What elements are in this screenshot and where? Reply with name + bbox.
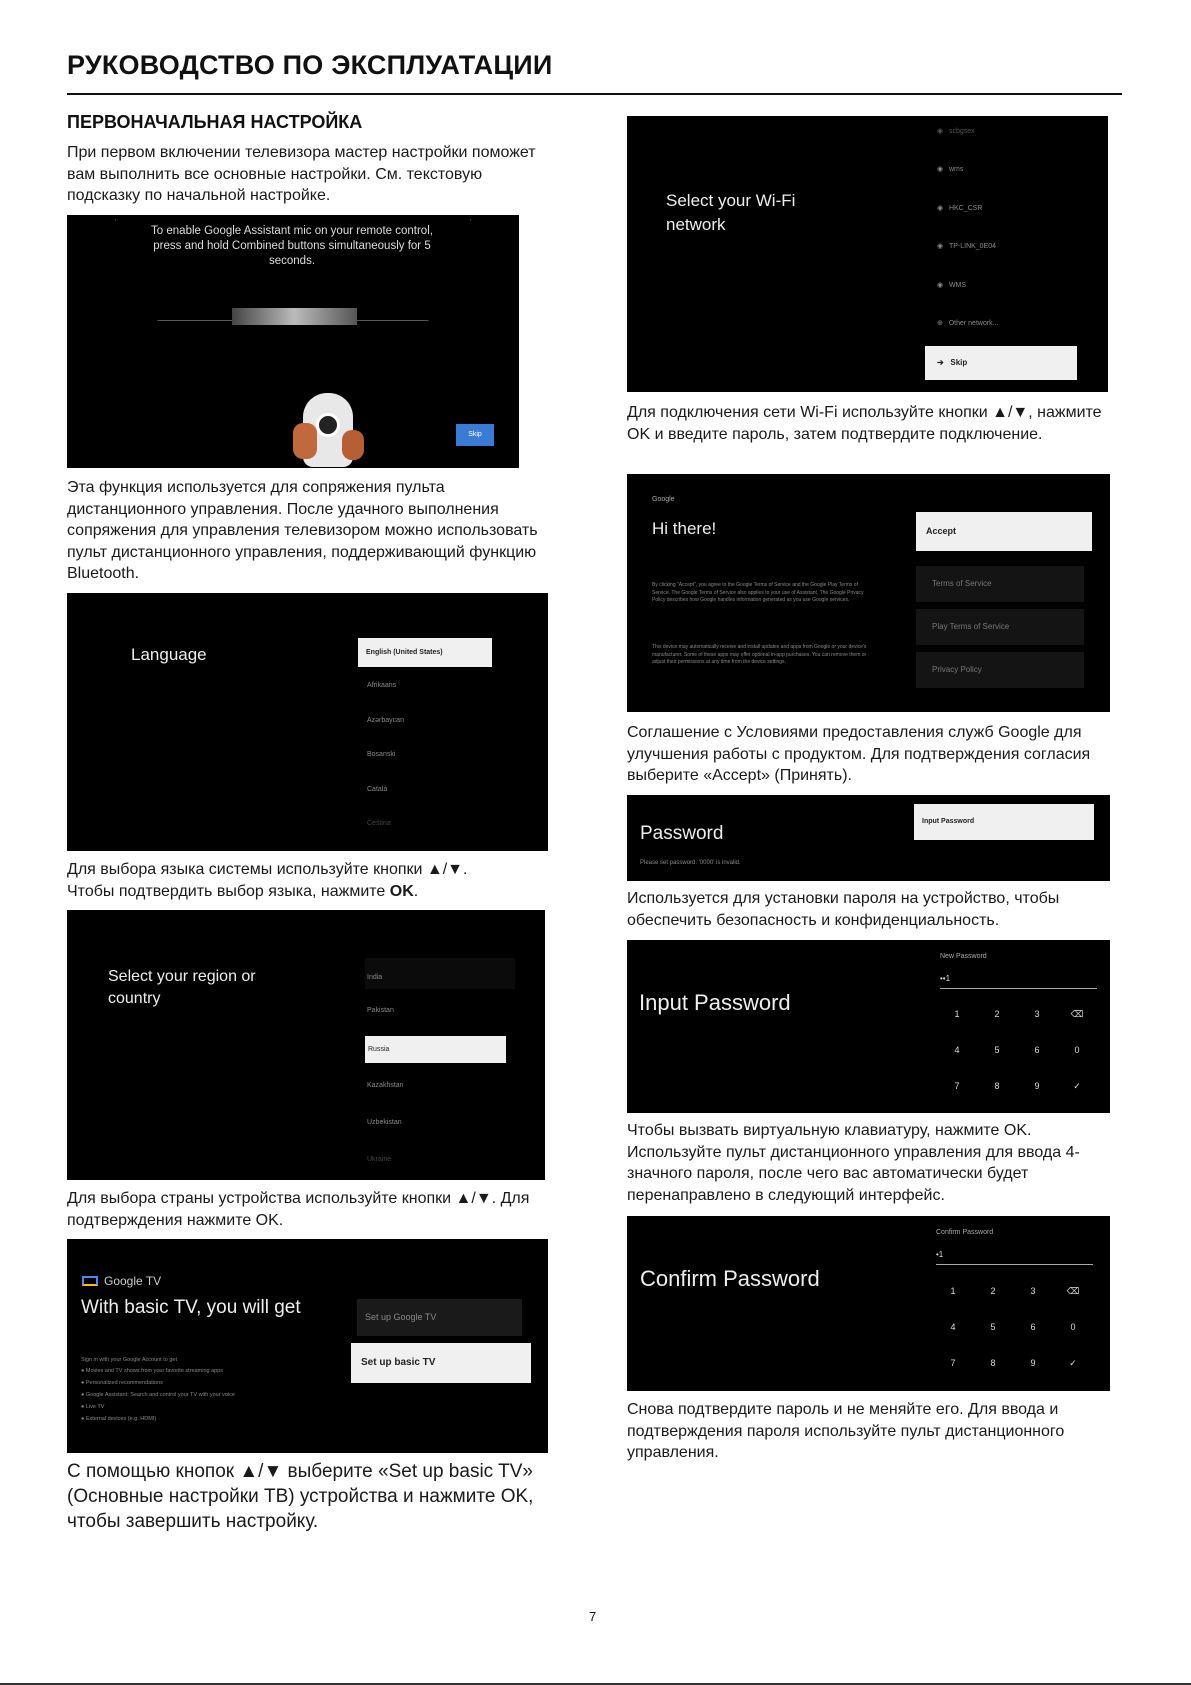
confirm-password-screen (627, 1216, 1110, 1391)
keypad-key[interactable]: 9 (1030, 1358, 1036, 1368)
keypad-key[interactable]: 7 (954, 1081, 960, 1091)
wifi-network[interactable] (937, 242, 996, 250)
confirm-password-title: Confirm Password (640, 1266, 820, 1291)
accept-button[interactable]: Accept (916, 512, 1092, 551)
region-option[interactable]: Ukraine (367, 1156, 392, 1163)
assistant-screen (67, 215, 519, 468)
bullet-text: Google Assistant: Search and control your TV with your voice (85, 1392, 235, 1398)
language-option[interactable]: Azərbaycan (367, 717, 404, 724)
language-option[interactable]: Čeština (367, 820, 391, 827)
lock-icon: ◉ (937, 243, 949, 250)
basic-tv-title: With basic TV, you will get (81, 1297, 301, 1318)
backspace-icon[interactable]: ⌫ (1066, 1286, 1080, 1296)
other-network-label: Other network... (948, 320, 999, 327)
wifi-screen (627, 116, 1108, 392)
wifi-network[interactable] (937, 165, 963, 173)
wifi-skip-button[interactable] (925, 346, 1077, 380)
input-password-text: Чтобы вызвать виртуальную клавиатуру, нажмите OK. Используйте пульт дистанционного управления для ввода 4-значного пароля, после чего вас автоматически будет перенаправлено в следующий интерфейс. (627, 1122, 1080, 1204)
password-screen (627, 795, 1110, 881)
confirm-text: Снова подтвердите пароль и не меняйте его. Для ввода и подтверждения пароля используйте пульт дистанционного управления. (627, 1401, 1065, 1461)
language-text-2-span: Чтобы подтвердить выбор языка, нажмите (67, 883, 390, 900)
ok-bold: OK (389, 883, 414, 900)
bullet-text: Personalized recommendations (85, 1380, 163, 1386)
region-text: Для выбора страны устройства используйте кнопки ▲/▼. Для подтверждения нажмите OK. (67, 1190, 530, 1229)
keypad-key[interactable]: 1 (954, 1009, 960, 1019)
bullet-item: ● Google Assistant: Search and control your TV with your voice (81, 1392, 235, 1398)
password-note: Please set password. '0000' is invalid. (640, 860, 741, 866)
keypad-key[interactable]: 4 (950, 1322, 956, 1332)
bullet-text: Movies and TV shows from your favorite streaming apps (85, 1368, 224, 1374)
keypad-key[interactable]: 6 (1030, 1322, 1036, 1332)
language-option[interactable]: Bosanski (367, 751, 396, 758)
basic-tv-text: С помощью кнопок ▲/▼ выберите «Set up basic TV» (Основные настройки ТВ) устройства и нажмите OK, чтобы завершить настройку. (67, 1461, 534, 1532)
bullet-text: Live TV (85, 1404, 105, 1410)
plus-icon: ⊕ (937, 320, 949, 327)
google-tv-brand: Google TV (104, 1274, 162, 1288)
hand-icon-right (342, 430, 364, 460)
bullet-text: External devices (e.g. HDMI) (85, 1416, 157, 1422)
terms-of-service-button[interactable]: Terms of Service (916, 566, 1084, 602)
keypad-key[interactable]: 2 (990, 1286, 996, 1296)
page-number: 7 (589, 1609, 597, 1624)
region-option[interactable]: Pakistan (367, 1007, 394, 1014)
backspace-icon[interactable]: ⌫ (1070, 1009, 1084, 1019)
title-divider (67, 93, 1122, 95)
region-screen (67, 910, 545, 1180)
region-option-bg (365, 958, 515, 989)
keypad-key[interactable]: 0 (1074, 1045, 1080, 1055)
confirm-password-label: Confirm Password (936, 1229, 994, 1236)
pairing-text: Эта функция используется для сопряжения пульта дистанционного управления. После удачного выполнения сопряжения для управления телевизором можно использовать пульт дистанционного управления, поддерживающий функцию Bluetooth. (67, 479, 538, 582)
language-selected[interactable]: English (United States) (358, 638, 492, 667)
google-terms-screen (627, 474, 1110, 712)
skip-label: Skip (950, 358, 968, 367)
wifi-title: Select your Wi-Fi network (666, 191, 796, 234)
tv-stand (232, 308, 357, 325)
new-password-label: New Password (940, 953, 987, 960)
wifi-network[interactable] (937, 281, 966, 289)
remote-button-icon (316, 413, 340, 437)
hand-icon (293, 423, 317, 459)
google-brand: Google (652, 496, 675, 503)
play-terms-button[interactable]: Play Terms of Service (916, 609, 1084, 645)
bullet-item: ● Personalized recommendations (81, 1380, 163, 1386)
region-option[interactable]: Uzbekistan (367, 1119, 402, 1126)
check-icon[interactable]: ✓ (1069, 1358, 1077, 1368)
assistant-message: To enable Google Assistant mic on your remote control, press and hold Combined buttons simultaneously for 5 seconds. (151, 225, 433, 267)
arrow-right-icon: ➔ (937, 358, 951, 367)
password-title: Password (640, 823, 724, 844)
other-network[interactable] (937, 319, 999, 327)
wifi-network-name: WMS (948, 282, 967, 289)
wifi-icon: ◉ (937, 205, 949, 212)
basic-tv-subtitle: Sign in with your Google Account to get (81, 1357, 178, 1363)
confirm-password-value[interactable]: •1 (936, 1250, 944, 1259)
language-option[interactable]: Català (367, 786, 388, 793)
privacy-policy-button[interactable]: Privacy Policy (916, 652, 1084, 688)
wifi-network-name: TP-LINK_0E04 (948, 243, 997, 250)
page-title: РУКОВОДСТВО ПО ЭКСПЛУАТАЦИИ (67, 50, 553, 80)
wifi-network-name: HKC_CSR (948, 205, 983, 212)
setup-basic-tv-button[interactable]: Set up basic TV (351, 1343, 531, 1383)
keypad-key[interactable]: 8 (990, 1358, 996, 1368)
skip-button[interactable]: Skip (456, 424, 494, 446)
google-title: Hi there! (652, 519, 717, 538)
keypad-key[interactable]: 4 (954, 1045, 960, 1055)
region-selected[interactable]: Russia (365, 1036, 506, 1063)
region-title: Select your region or country (108, 968, 256, 1007)
keypad-key[interactable]: 6 (1034, 1045, 1040, 1055)
wifi-icon: ◉ (937, 282, 949, 289)
password-underline (936, 1264, 1093, 1265)
language-text-1: Для выбора языка системы используйте кнопки ▲/▼. (67, 861, 468, 878)
password-text: Используется для установки пароля на устройство, чтобы обеспечить безопасность и конфиденциальность. (627, 890, 1060, 929)
keypad-key[interactable]: 9 (1034, 1081, 1040, 1091)
bullet-item: ● External devices (e.g. HDMI) (81, 1416, 157, 1422)
google-legal-2: This device may automatically receive and install updates and apps from Google or your device's manufacturer. Some of these apps may offer optional in-app purchases. You can remove them or adjust their permissions at any time from the device settings. (652, 644, 867, 665)
wifi-text: Для подключения сети Wi-Fi используйте кнопки ▲/▼, нажмите OK и введите пароль, затем подтвердите подключение. (627, 404, 1102, 443)
keypad-key[interactable]: 3 (1030, 1286, 1036, 1296)
keypad-key[interactable]: 0 (1070, 1322, 1076, 1332)
keypad-key[interactable]: 2 (994, 1009, 1000, 1019)
google-legal-1: By clicking "Accept", you agree to the Google Terms of Service and the Google Play Terms of Service. The Google Terms of Service also applies to your use of Assistant. The Google Privacy Policy describes how Google handles information generated as you use Google services. (652, 582, 864, 603)
language-text-2: Чтобы подтвердить выбор языка, нажмите OK. (67, 883, 419, 900)
language-title: Language (131, 645, 207, 664)
wifi-icon: ◉ (937, 166, 949, 173)
keypad-key[interactable]: 1 (950, 1286, 956, 1296)
setup-google-tv-option[interactable]: Set up Google TV (357, 1299, 522, 1336)
wifi-network[interactable] (937, 127, 975, 135)
keypad-key[interactable]: 7 (950, 1358, 956, 1368)
wifi-network-name: scbgsex (948, 128, 975, 135)
check-icon[interactable]: ✓ (1073, 1081, 1081, 1091)
new-password-value[interactable]: ••1 (940, 974, 951, 983)
bullet-item: ● Movies and TV shows from your favorite streaming apps (81, 1368, 224, 1374)
wifi-network-name: wms (948, 166, 964, 173)
bullet-item: ● Live TV (81, 1404, 105, 1410)
language-option[interactable]: Afrikaans (367, 682, 397, 689)
region-option[interactable]: Kazakhstan (367, 1082, 404, 1089)
language-screen (67, 593, 548, 851)
keypad-key[interactable]: 3 (1034, 1009, 1040, 1019)
keypad-key[interactable]: 8 (994, 1081, 1000, 1091)
password-underline (940, 988, 1097, 989)
input-password-field[interactable]: Input Password (914, 804, 1094, 840)
wifi-icon: ◉ (937, 128, 949, 135)
section-heading: ПЕРВОНАЧАЛЬНАЯ НАСТРОЙКА (67, 112, 363, 132)
wifi-network[interactable] (937, 204, 982, 212)
input-password-screen (627, 940, 1110, 1113)
google-tv-logo-icon (82, 1276, 98, 1286)
keypad-key[interactable]: 5 (990, 1322, 996, 1332)
region-option[interactable]: India (367, 974, 383, 981)
google-text: Соглашение с Условиями предоставления служб Google для улучшения работы с продуктом. Для подтверждения согласия выберите «Accept» (Принять). (627, 724, 1091, 784)
input-password-title: Input Password (639, 990, 791, 1015)
keypad-key[interactable]: 5 (994, 1045, 1000, 1055)
intro-text: При первом включении телевизора мастер настройки поможет вам выполнить все основные настройки. См. текстовую подсказку по начальной настройке. (67, 144, 536, 204)
basic-tv-screen (67, 1239, 548, 1453)
